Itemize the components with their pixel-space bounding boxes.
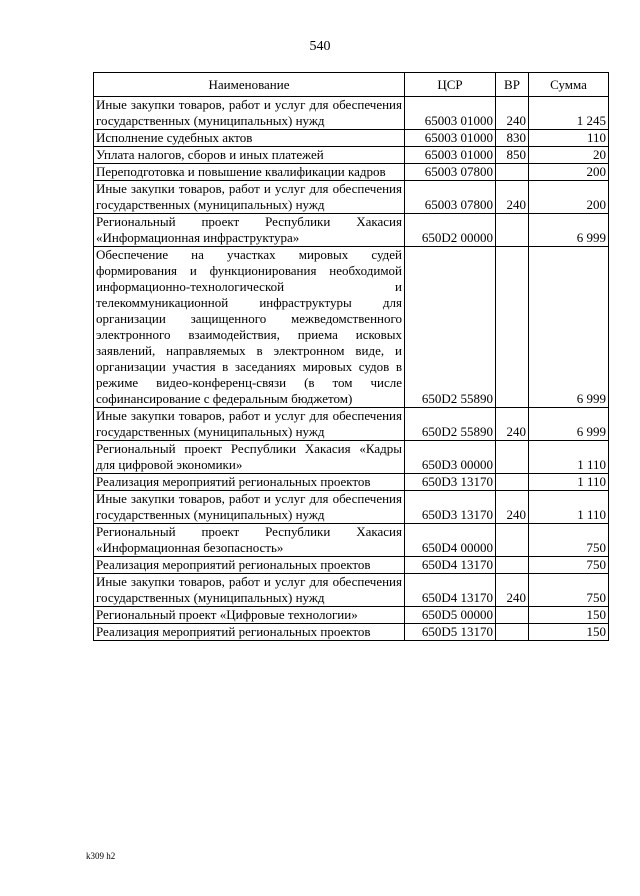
cell-vr: 850 — [496, 147, 529, 164]
cell-name: Иные закупки товаров, работ и услуг для обеспечения государственных (муниципальных) нужд — [94, 491, 405, 524]
cell-vr: 240 — [496, 574, 529, 607]
cell-vr: 240 — [496, 181, 529, 214]
table-row — [94, 214, 609, 247]
table-row — [94, 557, 609, 574]
cell-vr: 240 — [496, 408, 529, 441]
table-row — [94, 524, 609, 557]
cell-csr: 650D3 00000 — [405, 441, 496, 474]
cell-name: Региональный проект Республики Хакасия «Информационная безопасность» — [94, 524, 405, 557]
table-row — [94, 408, 609, 441]
cell-name: Региональный проект «Цифровые технологии» — [94, 607, 405, 624]
header-csr: ЦСР — [405, 73, 496, 97]
table-row — [94, 130, 609, 147]
cell-name: Реализация мероприятий региональных проектов — [94, 557, 405, 574]
cell-vr — [496, 557, 529, 574]
cell-name: Иные закупки товаров, работ и услуг для обеспечения государственных (муниципальных) нужд — [94, 97, 405, 130]
cell-csr: 650D2 00000 — [405, 214, 496, 247]
cell-csr: 650D4 13170 — [405, 557, 496, 574]
cell-sum: 6 999 — [529, 247, 609, 408]
cell-sum: 1 110 — [529, 491, 609, 524]
cell-sum: 6 999 — [529, 214, 609, 247]
cell-csr: 65003 01000 — [405, 97, 496, 130]
header-vr: ВР — [496, 73, 529, 97]
cell-csr: 650D4 00000 — [405, 524, 496, 557]
cell-name: Переподготовка и повышение квалификации кадров — [94, 164, 405, 181]
cell-vr — [496, 524, 529, 557]
cell-csr: 65003 01000 — [405, 130, 496, 147]
header-sum: Сумма — [529, 73, 609, 97]
cell-vr — [496, 214, 529, 247]
cell-vr — [496, 607, 529, 624]
cell-name: Региональный проект Республики Хакасия «Информационная инфраструктура» — [94, 214, 405, 247]
cell-csr: 65003 07800 — [405, 181, 496, 214]
cell-vr: 240 — [496, 491, 529, 524]
cell-name: Исполнение судебных актов — [94, 130, 405, 147]
cell-csr: 650D5 00000 — [405, 607, 496, 624]
cell-name: Уплата налогов, сборов и иных платежей — [94, 147, 405, 164]
cell-name: Реализация мероприятий региональных проектов — [94, 624, 405, 641]
cell-sum: 1 110 — [529, 474, 609, 491]
budget-table — [93, 72, 609, 641]
cell-sum: 750 — [529, 524, 609, 557]
cell-sum: 1 245 — [529, 97, 609, 130]
table-row — [94, 574, 609, 607]
cell-csr: 650D4 13170 — [405, 574, 496, 607]
cell-csr: 65003 07800 — [405, 164, 496, 181]
cell-csr: 650D3 13170 — [405, 491, 496, 524]
cell-csr: 65003 01000 — [405, 147, 496, 164]
cell-name: Иные закупки товаров, работ и услуг для обеспечения государственных (муниципальных) нужд — [94, 181, 405, 214]
footer-code: k309 h2 — [86, 851, 116, 861]
cell-csr: 650D5 13170 — [405, 624, 496, 641]
header-name: Наименование — [94, 73, 405, 97]
cell-sum: 110 — [529, 130, 609, 147]
table-row — [94, 181, 609, 214]
cell-name: Региональный проект Республики Хакасия «Кадры для цифровой экономики» — [94, 441, 405, 474]
cell-vr — [496, 624, 529, 641]
cell-vr — [496, 441, 529, 474]
cell-sum: 200 — [529, 164, 609, 181]
cell-vr: 240 — [496, 97, 529, 130]
table-row — [94, 147, 609, 164]
cell-sum: 150 — [529, 607, 609, 624]
cell-sum: 150 — [529, 624, 609, 641]
table-row — [94, 247, 609, 408]
page-number: 540 — [309, 39, 331, 54]
cell-sum: 6 999 — [529, 408, 609, 441]
cell-sum: 750 — [529, 574, 609, 607]
table-row — [94, 474, 609, 491]
table-row — [94, 607, 609, 624]
table-row — [94, 491, 609, 524]
cell-name: Иные закупки товаров, работ и услуг для обеспечения государственных (муниципальных) нужд — [94, 574, 405, 607]
cell-name: Обеспечение на участках мировых судей формирования и функционирования необходимой информационно-технологической и телекоммуникационной инфраструктуры для организации защищенного межведомственного электронного взаимодействия, приема исковых заявлений, направляемых в электронном виде, и организации участия в заседаниях мировых судов в режиме видео-конференц-связи (в том числе софинансирование с федеральным бюджетом) — [94, 247, 405, 408]
table-row — [94, 164, 609, 181]
cell-csr: 650D3 13170 — [405, 474, 496, 491]
table-row — [94, 97, 609, 130]
table-header-row — [94, 73, 609, 97]
table-row — [94, 624, 609, 641]
cell-vr: 830 — [496, 130, 529, 147]
table-row — [94, 441, 609, 474]
cell-name: Реализация мероприятий региональных проектов — [94, 474, 405, 491]
cell-sum: 20 — [529, 147, 609, 164]
cell-csr: 650D2 55890 — [405, 247, 496, 408]
cell-vr — [496, 164, 529, 181]
cell-csr: 650D2 55890 — [405, 408, 496, 441]
cell-sum: 200 — [529, 181, 609, 214]
cell-vr — [496, 474, 529, 491]
cell-vr — [496, 247, 529, 408]
cell-sum: 1 110 — [529, 441, 609, 474]
cell-name: Иные закупки товаров, работ и услуг для обеспечения государственных (муниципальных) нужд — [94, 408, 405, 441]
cell-sum: 750 — [529, 557, 609, 574]
